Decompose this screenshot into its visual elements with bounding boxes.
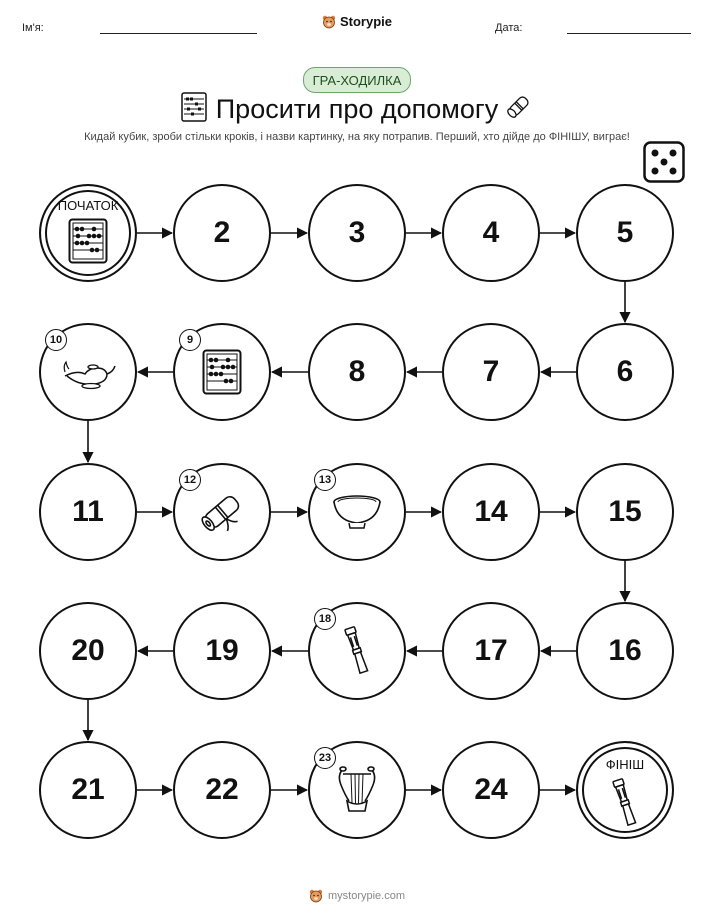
chisel-icon (610, 777, 640, 834)
board-cell-21[interactable] (39, 741, 137, 839)
board-cell-22[interactable] (173, 741, 271, 839)
game-instructions: Кидай кубик, зроби стільки кроків, і назви картинку, на яку потрапив. Перший, хто дійде до ФІНІШУ, виграє! (84, 131, 630, 143)
board-cell-2[interactable] (173, 184, 271, 282)
board-cell-17[interactable] (442, 602, 540, 700)
board-cell-15[interactable] (576, 463, 674, 561)
brand-name: Storypie (339, 14, 392, 29)
cell-number: 8 (348, 355, 366, 388)
cell-number: 11 (72, 495, 104, 528)
cell-number-badge: 10 (45, 329, 67, 351)
cell-number-badge: 13 (314, 469, 336, 491)
board-cell-19[interactable] (173, 602, 271, 700)
cell-number: 5 (616, 216, 634, 249)
start-label: ПОЧАТОК (57, 198, 119, 213)
cell-number: 16 (608, 634, 642, 667)
board-cell-9[interactable] (173, 323, 271, 421)
board-cell-10[interactable] (39, 323, 137, 421)
board-cell-20[interactable] (39, 602, 137, 700)
cell-number-badge: 23 (314, 747, 336, 769)
oil-lamp-icon (59, 354, 117, 390)
board-cell-5[interactable] (576, 184, 674, 282)
page-title: Просити про допомогу (215, 94, 499, 124)
abacus-icon (202, 349, 242, 395)
bear-logo-icon (322, 15, 336, 29)
board-cell-18[interactable] (308, 602, 406, 700)
start-cell[interactable] (39, 184, 137, 282)
footer-site-link[interactable]: mystorypie.com (327, 890, 406, 902)
cell-number: 15 (608, 495, 642, 528)
cell-number: 4 (482, 216, 500, 249)
board-cell-16[interactable] (576, 602, 674, 700)
scroll-icon (505, 90, 533, 122)
bear-logo-icon (309, 889, 323, 903)
board-cell-14[interactable] (442, 463, 540, 561)
dice-five-icon[interactable] (643, 141, 685, 183)
date-label: Дата: (495, 22, 523, 34)
board-cell-24[interactable] (442, 741, 540, 839)
cell-number: 17 (474, 634, 508, 667)
board-cell-11[interactable] (39, 463, 137, 561)
cell-number: 22 (205, 773, 239, 806)
board-cell-6[interactable] (576, 323, 674, 421)
board-cell-13[interactable] (308, 463, 406, 561)
abacus-icon (68, 218, 108, 269)
cell-number: 6 (616, 355, 634, 388)
footer (0, 889, 714, 903)
finish-cell[interactable] (576, 741, 674, 839)
chisel-icon (342, 625, 372, 677)
cell-number: 2 (213, 216, 231, 249)
lyre-icon (335, 765, 379, 815)
name-line[interactable] (100, 33, 257, 34)
abacus-icon (181, 92, 207, 122)
name-label: Ім'я: (22, 22, 44, 34)
board-cell-4[interactable] (442, 184, 540, 282)
game-type-badge: ГРА-ХОДИЛКА (303, 67, 411, 93)
board-cell-7[interactable] (442, 323, 540, 421)
board-cell-12[interactable] (173, 463, 271, 561)
cell-number: 20 (71, 634, 105, 667)
brand-logo (0, 14, 714, 29)
cell-number-badge: 18 (314, 608, 336, 630)
scroll-icon (196, 486, 248, 538)
board-cell-8[interactable] (308, 323, 406, 421)
finish-label: ФІНІШ (605, 757, 645, 772)
board-cell-3[interactable] (308, 184, 406, 282)
bowl-icon (331, 493, 383, 531)
cell-number: 14 (474, 495, 508, 528)
cell-number: 19 (205, 634, 239, 667)
board-cell-23[interactable] (308, 741, 406, 839)
date-line[interactable] (567, 33, 691, 34)
cell-number: 7 (482, 355, 500, 388)
cell-number: 24 (474, 773, 508, 806)
cell-number-badge: 9 (179, 329, 201, 351)
cell-number-badge: 12 (179, 469, 201, 491)
cell-number: 21 (71, 773, 105, 806)
cell-number: 3 (348, 216, 366, 249)
